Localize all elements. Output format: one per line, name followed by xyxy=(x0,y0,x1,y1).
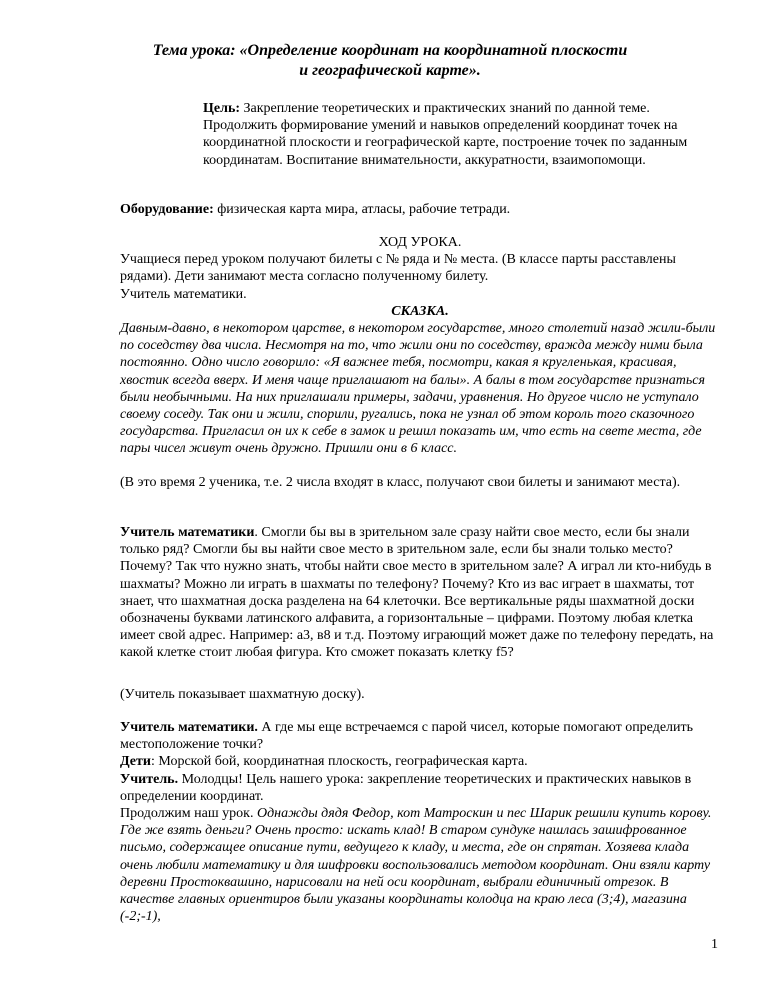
lesson-body xyxy=(120,234,720,458)
goal-label: Цель: xyxy=(203,101,241,116)
teacher-shows-text: (Учитель показывает шахматную доску). xyxy=(120,687,365,702)
story-paragraph xyxy=(120,805,720,925)
kids-label: Дети xyxy=(120,754,151,770)
kids-paragraph xyxy=(120,753,720,770)
dialogue-block xyxy=(120,719,720,925)
teacher3-text: Молодцы! Цель нашего урока: закрепление теоретических и практических навыков в определении координат. xyxy=(120,771,692,804)
teacher3-label: Учитель. xyxy=(120,771,179,787)
students-enter-paragraph xyxy=(120,474,720,491)
story-text: Однажды дядя Федор, кот Матроскин и пес Шарик решили купить корову. Где же взять деньги? Очень просто: искать клад! В старом сундуке нашлась зашифрованное письмо, содержащее описание пути, ведущего к кладу, и места, где он спрятан. Хозяева клада очень любили математику и для шифровки воспользовались методом координат. Они взяли карту деревни Простоквашино, нарисовали на ней оси координат, выбрали единичный отрезок. В качестве главных ориентиров были указаны координаты колодца на краю леса (3;4), магазина (-2;-1), xyxy=(120,806,712,925)
teacher1-label: Учитель математики xyxy=(120,525,255,540)
title-line-1: Тема урока: «Определение координат на координатной плоскости xyxy=(152,42,628,59)
goal-paragraph xyxy=(203,100,703,169)
teacher2-text: А где мы еще встречаемся с парой чисел, которые помогают определить местоположение точки? xyxy=(120,720,694,753)
teacher2-label: Учитель математики. xyxy=(120,720,258,735)
continue-text: Продолжим наш урок. xyxy=(120,806,257,822)
equipment-label: Оборудование: xyxy=(120,202,214,217)
teacher3-paragraph xyxy=(120,771,720,805)
page-number: 1 xyxy=(711,937,718,952)
equipment-text: физическая карта мира, атласы, рабочие тетради. xyxy=(213,202,511,217)
teacher2-paragraph xyxy=(120,719,720,753)
teacher-question-paragraph xyxy=(120,524,720,662)
goal-text: Закрепление теоретических и практических знаний по данной теме. Продолжить формирование умений и навыков определений координат точек на координатной плоскости и географической карте, построение точек по заданным координатам. Воспитание внимательности, аккуратности, взаимопомощи. xyxy=(203,101,688,168)
title-line-2: и географической карте». xyxy=(299,62,481,79)
math-teacher-line: Учитель математики. xyxy=(120,286,247,302)
students-enter-text: (В это время 2 ученика, т.е. 2 числа входят в класс, получают свои билеты и занимают места). xyxy=(120,475,681,490)
kids-text: : Морской бой, координатная плоскость, географическая карта. xyxy=(150,754,528,770)
equipment-paragraph xyxy=(120,201,720,218)
lesson-heading: ХОД УРОКА. xyxy=(378,235,462,250)
tale-paragraph: Давным-давно, в некотором царстве, в некотором государстве, много столетий назад жили-были по соседству два числа. Несмотря на то, что жили они по соседству, вражда между ними была постоянно. Одно число говорило: «Я важнее тебя, посмотри, какая я кругленькая, красивая, хвостик всегда вверх. И меня чаще приглашают на балы». А балы в том государстве признаться были необычными. На них приглашали примеры, задачи, уравнения. Но другое число не уступало своему соседу. Так они и жили, спорили, ругались, пока не узнал об этом король того сказочного государства. Пригласил он их к себе в замок и решил показать им, что есть на свете места, где пары чисел живут очень дружно. Пришли они в 6 класс. xyxy=(120,321,716,457)
intro-paragraph: Учащиеся перед уроком получают билеты с № ряда и № места. (В классе парты расставлены рядами). Дети занимают места согласно полученному билету. xyxy=(120,252,676,285)
teacher-shows-paragraph xyxy=(120,686,720,703)
lesson-title xyxy=(120,41,660,81)
teacher1-text: . Смогли бы вы в зрительном зале сразу найти свое место, если бы знали только ряд? Смогли бы вы найти свое место в зрительном зале, если бы знали только место? Почему? Так что нужно знать, чтобы найти свое место в зрительном зале? А играл ли кто-нибудь в шахматы? Можно ли играть в шахматы по телефону? Почему? Кто из вас играет в шахматы, тот знает, что шахматная доска разделена на 64 клеточки. Все вертикальные ряды шахматной доски обозначены буквами латинского алфавита, а горизонтальные – цифрами. Поэтому любая клетка имеет свой адрес. Например: а3, в8 и т.д. Поэтому играющий может даже по телефону передать, на какой клетке стоит любая фигура. Кто сможет показать клетку f5? xyxy=(120,525,714,661)
tale-heading: СКАЗКА. xyxy=(391,303,449,319)
